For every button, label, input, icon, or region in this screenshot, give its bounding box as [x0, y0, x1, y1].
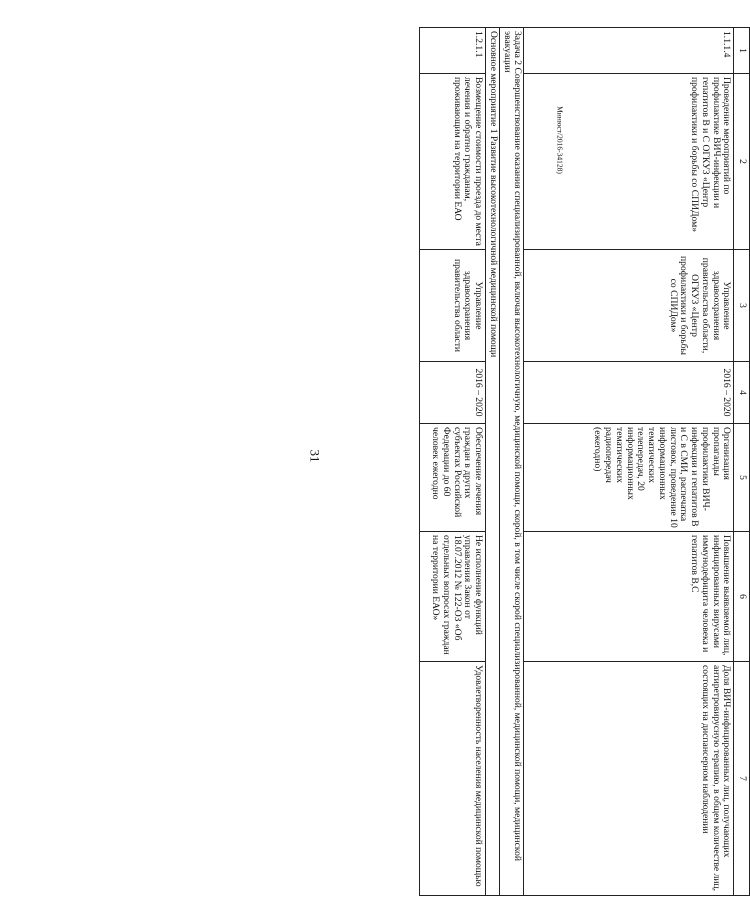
- measure-cell: Проведение мероприятий по профилактике ВИЧ-инфекции и гепатитов В и С ОГКУЗ «Центр профилактики и борьбы со СПИДом»: [524, 74, 734, 250]
- column-number: 5: [734, 424, 750, 532]
- indicator-cell: Удовлетворенность населения медицинской помощью: [420, 662, 486, 896]
- column-number: 1: [734, 28, 750, 74]
- table-row: [524, 28, 734, 896]
- header-row: [734, 28, 750, 896]
- result-cell: Организация пропаганды профилактики ВИЧ-инфекции и гепатитов В и С в СМИ, распечатка листовок, проведение 10 информационных тематических телепередач, 20 информационных тематических радиопередач (ежегодно): [524, 424, 734, 532]
- executor-cell: Управление здравоохранения правительства области: [420, 250, 486, 362]
- task-row: [499, 28, 523, 896]
- period-cell: 2016 – 2020: [524, 362, 734, 424]
- table-row: [420, 28, 486, 896]
- page-number: 31: [307, 449, 323, 463]
- column-number: 6: [734, 532, 750, 662]
- result-cell: Обеспечение лечения граждан в других субъектах Российской Федерации до 60 человек ежегодно: [420, 424, 486, 532]
- measure-cell: Возмещение стоимости проезда до места лечения и обратно гражданам, проживающим на территории ЕАО: [420, 74, 486, 250]
- indicator-cell: Доля ВИЧ-инфицированных лиц, получающих антиретровирусную терапию, в общем количестве лиц, состоящих на диспансерном наблюдении: [524, 662, 734, 896]
- main-event-heading: Основное мероприятие 1 Развитие высокотехнологичной медицинской помощи: [486, 28, 500, 896]
- executor-cell: Управление здравоохранения правительства области, ОГКУЗ «Центр профилактики и борьбы со СПИДом»: [524, 250, 734, 362]
- rotated-table-container: [430, 27, 750, 895]
- column-number: 2: [734, 74, 750, 250]
- document-id: Минюст/2016-34128): [555, 106, 565, 174]
- period-cell: 2016 – 2020: [420, 362, 486, 424]
- task-heading: Задача 2 Совершенствование оказания специализированной, включая высокотехнологичную, медицинской помощи, скорой, в том числе скорой специализированной, медицинской помощи, медицинской эвакуации: [499, 28, 523, 896]
- consequences-cell: Не исполнение функций управления Закон от 18.07.2012 № 122-ОЗ «Об отдельных вопросах граждан на территории ЕАО»: [420, 532, 486, 662]
- column-number: 3: [734, 250, 750, 362]
- main-event-row: [486, 28, 500, 896]
- row-number: 1.1.1.4: [524, 28, 734, 74]
- consequences-cell: Повышение выявляемой лиц, инфицированных вирусами иммунодефицита человека и гепатитов В,С: [524, 532, 734, 662]
- row-number: 1.2.1.1: [420, 28, 486, 74]
- column-number: 7: [734, 662, 750, 896]
- program-table: [419, 27, 750, 896]
- column-number: 4: [734, 362, 750, 424]
